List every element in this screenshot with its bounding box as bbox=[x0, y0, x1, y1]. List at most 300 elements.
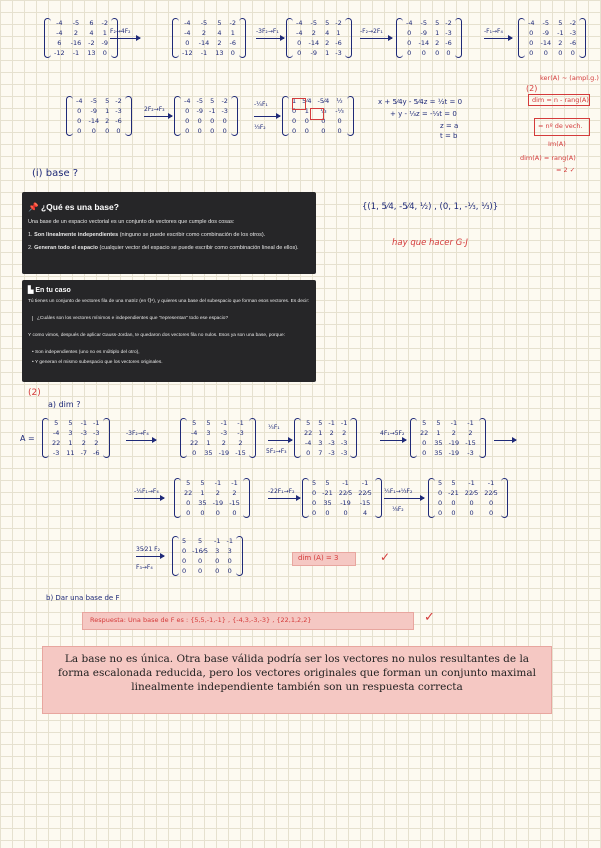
matrix-cell: -1 bbox=[328, 419, 335, 427]
matrix-row bbox=[309, 478, 375, 488]
matrix-cell: ½ bbox=[336, 97, 343, 105]
matrix-table bbox=[179, 18, 239, 58]
matrix-n4 bbox=[410, 418, 486, 458]
matrix-row bbox=[525, 28, 579, 38]
bracket-left bbox=[428, 478, 435, 518]
matrix-cell: 2 bbox=[215, 489, 220, 497]
matrix-cell: -1 bbox=[342, 479, 349, 487]
matrix-cell: 0 bbox=[215, 509, 220, 517]
matrix-m4 bbox=[396, 18, 462, 58]
matrix-cell: 22 bbox=[184, 489, 193, 497]
matrix-cell: 5 bbox=[306, 419, 311, 427]
matrix-row bbox=[187, 438, 249, 448]
matrix-cell: 0 bbox=[91, 127, 96, 135]
matrix-row bbox=[51, 48, 111, 58]
matrix-cell: 0 bbox=[407, 39, 412, 47]
matrix-cell: 0 bbox=[186, 509, 191, 517]
arrow bbox=[380, 440, 406, 441]
arrow bbox=[144, 116, 172, 117]
matrix-cell: -5 bbox=[200, 19, 208, 27]
matrix-cell: -19 bbox=[448, 449, 460, 457]
matrix-cell: -1 bbox=[468, 479, 475, 487]
matrix-cell: 13 bbox=[87, 49, 96, 57]
matrix-cell: -1 bbox=[93, 419, 100, 427]
arrow bbox=[136, 556, 164, 557]
matrix-cell: -9 bbox=[196, 107, 203, 115]
matrix-row bbox=[181, 106, 231, 116]
matrix-row bbox=[179, 38, 239, 48]
bracket-left bbox=[44, 18, 51, 58]
matrix-cell: 1 bbox=[436, 429, 441, 437]
matrix-cell: -3 bbox=[80, 429, 88, 437]
arrow bbox=[134, 498, 164, 499]
matrix-cell: -15 bbox=[359, 499, 371, 507]
row-op: ⅓F₂ bbox=[254, 124, 266, 131]
bracket-right bbox=[579, 18, 586, 58]
matrix-cell: -2 bbox=[101, 19, 109, 27]
matrix-cell: -21 bbox=[322, 489, 333, 497]
card-quote: ¿Cuáles son los vectores mínimos e independientes que "representan" todo ese espacio? bbox=[32, 316, 307, 321]
matrix-cell: -19 bbox=[448, 439, 460, 447]
card-bullet: • Y generan el mismo subespacio que los vectores originales. bbox=[32, 360, 163, 365]
matrix-row bbox=[435, 508, 501, 518]
matrix-cell: 35 bbox=[198, 499, 207, 507]
matrix-cell: -19 bbox=[340, 499, 351, 507]
bracket-left bbox=[180, 418, 187, 458]
matrix-row bbox=[525, 18, 579, 28]
matrix-cell: 1 bbox=[102, 29, 107, 37]
card-item-2: 2. Generan todo el espacio (cualquier vector del espacio se puede escribir como combinación lineal de ellos). bbox=[28, 245, 299, 251]
matrix-cell: 5 bbox=[186, 479, 191, 487]
matrix-row bbox=[187, 428, 249, 438]
matrix-cell: 0 bbox=[312, 509, 317, 517]
matrix-cell: 0 bbox=[222, 127, 227, 135]
matrix-cell: -3 bbox=[445, 29, 452, 37]
matrix-row bbox=[301, 438, 350, 448]
equation-line: z = a bbox=[440, 122, 459, 130]
pin-icon: 📌 bbox=[28, 202, 39, 212]
matrix-table bbox=[179, 536, 236, 576]
row-op: -F₁→F₄ bbox=[484, 28, 503, 35]
matrix-n2 bbox=[180, 418, 256, 458]
arrow bbox=[384, 498, 424, 499]
matrix-cell: -6 bbox=[569, 39, 577, 47]
matrix-cell: 35 bbox=[204, 449, 213, 457]
row-op: ⅕F₁ bbox=[268, 424, 280, 431]
row-op: 35⁄21 F₂ bbox=[136, 546, 161, 553]
matrix-cell: 5 bbox=[318, 419, 323, 427]
matrix-cell: 0 bbox=[186, 499, 191, 507]
matrix-cell: 7 bbox=[318, 449, 323, 457]
matrix-cell: 0 bbox=[182, 567, 187, 575]
matrix-cell: -1 bbox=[226, 537, 233, 545]
matrix-m2 bbox=[172, 18, 246, 58]
bracket-left bbox=[42, 418, 49, 458]
matrix-cell: 0 bbox=[321, 127, 326, 135]
side-note: dim = n - rang(A) bbox=[532, 96, 589, 104]
matrix-cell: 0 bbox=[215, 567, 220, 575]
matrix-row bbox=[309, 488, 375, 498]
matrix-cell: 22 bbox=[190, 439, 199, 447]
bracket-left bbox=[174, 478, 181, 518]
matrix-cell: -1 bbox=[200, 49, 208, 57]
bracket-right bbox=[501, 478, 508, 518]
matrix-cell: 0 bbox=[304, 117, 309, 125]
matrix-cell: 2 bbox=[435, 39, 440, 47]
matrix-m7 bbox=[174, 96, 238, 136]
question-label: (i) base ? bbox=[32, 168, 79, 179]
matrix-row bbox=[73, 106, 125, 116]
matrix-label: A = bbox=[20, 434, 35, 443]
matrix-row bbox=[525, 38, 579, 48]
matrix-cell: -6 bbox=[93, 449, 100, 457]
matrix-cell: 0 bbox=[182, 547, 187, 555]
matrix-cell: 0 bbox=[200, 509, 205, 517]
matrix-cell: -3 bbox=[93, 429, 100, 437]
matrix-cell: -1 bbox=[231, 479, 238, 487]
row-op: 4F₁→5F₂ bbox=[380, 430, 405, 437]
matrix-cell: 0 bbox=[469, 499, 474, 507]
matrix-cell: -1 bbox=[340, 419, 348, 427]
matrix-m5 bbox=[518, 18, 586, 58]
matrix-cell: 5 bbox=[325, 479, 330, 487]
matrix-n3 bbox=[294, 418, 357, 458]
matrix-cell: 4 bbox=[89, 29, 94, 37]
matrix-cell: 6 bbox=[57, 39, 62, 47]
equation-line: x + 5⁄4y - 5⁄4z = ½t = 0 bbox=[378, 98, 463, 106]
matrix-cell: 5 bbox=[435, 19, 440, 27]
matrix-cell: 0 bbox=[438, 489, 443, 497]
bracket-right bbox=[249, 418, 256, 458]
matrix-row bbox=[181, 96, 231, 106]
matrix-cell: -2 bbox=[221, 97, 228, 105]
matrix-cell: -2 bbox=[569, 19, 577, 27]
matrix-cell: 0 bbox=[343, 509, 348, 517]
matrix-row bbox=[293, 18, 345, 28]
matrix-cell: -6 bbox=[445, 39, 452, 47]
matrix-cell: 22 bbox=[52, 439, 61, 447]
matrix-cell: 0 bbox=[192, 449, 197, 457]
equation-line: + y - ⅓z = -⅓t = 0 bbox=[390, 110, 457, 118]
arrow bbox=[360, 38, 392, 39]
matrix-cell: 5 bbox=[325, 19, 330, 27]
bracket-left bbox=[410, 418, 417, 458]
matrix-cell: 22⁄5 bbox=[358, 489, 372, 497]
matrix-cell: 0 bbox=[77, 127, 82, 135]
matrix-cell: -15 bbox=[229, 499, 240, 507]
matrix-row bbox=[403, 48, 455, 58]
matrix-cell: -9 bbox=[542, 29, 550, 37]
matrix-cell: 0 bbox=[421, 49, 426, 57]
matrix-cell: -4 bbox=[406, 19, 413, 27]
matrix-cell: 2 bbox=[325, 39, 330, 47]
row-op: F₂→4F₂ bbox=[110, 28, 131, 35]
dim-answer: dim (A) = 3 bbox=[298, 554, 339, 562]
matrix-cell: -3 bbox=[328, 439, 335, 447]
matrix-row bbox=[403, 28, 455, 38]
matrix-cell: -12 bbox=[182, 49, 193, 57]
matrix-row bbox=[435, 488, 501, 498]
matrix-row bbox=[187, 418, 249, 428]
matrix-cell: 1 bbox=[292, 97, 297, 105]
matrix-cell: 2 bbox=[81, 439, 86, 447]
matrix-cell: 22 bbox=[420, 429, 429, 437]
bracket-right bbox=[236, 536, 243, 576]
matrix-cell: 2 bbox=[451, 429, 456, 437]
matrix-cell: 4 bbox=[362, 509, 368, 517]
bracket-right bbox=[479, 418, 486, 458]
matrix-cell: 0 bbox=[469, 509, 474, 517]
card-bullet: • Son independientes (uno no es múltiplo del otro), bbox=[32, 350, 140, 355]
matrix-table bbox=[435, 478, 501, 518]
matrix-cell: 3 bbox=[206, 429, 211, 437]
explanation-card-caso bbox=[22, 280, 316, 382]
bracket-left bbox=[286, 18, 293, 58]
matrix-cell: 5 bbox=[210, 97, 215, 105]
matrix-cell: 0 bbox=[215, 557, 220, 565]
matrix-cell: 5 bbox=[436, 419, 441, 427]
matrix-cell: 5 bbox=[200, 479, 205, 487]
bracket-left bbox=[172, 18, 179, 58]
matrix-n1 bbox=[42, 418, 110, 458]
matrix-table bbox=[293, 18, 345, 58]
matrix-cell: 2 bbox=[468, 429, 473, 437]
matrix-row bbox=[301, 428, 350, 438]
matrix-row bbox=[289, 126, 347, 136]
matrix-cell: 0 bbox=[529, 29, 534, 37]
matrix-row bbox=[403, 18, 455, 28]
matrix-cell: 35 bbox=[434, 449, 443, 457]
matrix-cell: -9 bbox=[420, 29, 428, 37]
arrow bbox=[126, 440, 156, 441]
bracket-left bbox=[302, 478, 309, 518]
matrix-cell: 0 bbox=[197, 567, 203, 575]
matrix-cell: 1 bbox=[435, 29, 440, 37]
matrix-cell: -19 bbox=[212, 499, 224, 507]
pivot-box bbox=[310, 108, 324, 120]
matrix-cell: 5 bbox=[206, 419, 211, 427]
matrix-row bbox=[73, 126, 125, 136]
section-number: (2) bbox=[28, 388, 41, 398]
matrix-cell: -1 bbox=[213, 537, 221, 545]
bracket-left bbox=[172, 536, 179, 576]
matrix-cell: 0 bbox=[446, 49, 451, 57]
matrix-cell: -1 bbox=[557, 29, 564, 37]
matrix-cell: -2 bbox=[335, 19, 342, 27]
matrix-cell: -21 bbox=[448, 489, 459, 497]
matrix-cell: 5 bbox=[422, 419, 427, 427]
matrix-cell: -4 bbox=[184, 97, 191, 105]
matrix-cell: -6 bbox=[115, 117, 122, 125]
matrix-n7 bbox=[428, 478, 508, 518]
matrix-table bbox=[417, 418, 479, 458]
matrix-cell: 5 bbox=[197, 537, 203, 545]
matrix-cell: 0 bbox=[182, 557, 187, 565]
matrix-cell: 0 bbox=[297, 49, 302, 57]
matrix-cell: 1 bbox=[105, 107, 110, 115]
matrix-cell: -1 bbox=[208, 107, 216, 115]
check-mark: ✓ bbox=[380, 550, 391, 564]
matrix-cell: 2 bbox=[217, 39, 222, 47]
matrix-row bbox=[435, 498, 501, 508]
row-op: 5F₂→F₃ bbox=[266, 448, 287, 455]
matrix-row bbox=[179, 536, 236, 546]
matrix-cell: -1 bbox=[450, 419, 458, 427]
matrix-cell: -4 bbox=[528, 19, 535, 27]
matrix-cell: 0 bbox=[210, 117, 215, 125]
matrix-cell: -3 bbox=[335, 49, 342, 57]
matrix-row bbox=[187, 448, 249, 458]
matrix-table bbox=[301, 418, 350, 458]
matrix-table bbox=[73, 96, 125, 136]
matrix-cell: 1 bbox=[336, 29, 341, 37]
matrix-cell: 2 bbox=[201, 29, 206, 37]
matrix-cell: 5 bbox=[217, 19, 222, 27]
matrix-row bbox=[51, 18, 111, 28]
arrow bbox=[494, 440, 516, 441]
matrix-cell: 0 bbox=[529, 49, 534, 57]
matrix-cell: 3 bbox=[68, 429, 73, 437]
bracket-right bbox=[350, 418, 357, 458]
matrix-m6 bbox=[66, 96, 132, 136]
matrix-cell: 3 bbox=[318, 439, 323, 447]
bracket-right bbox=[347, 96, 354, 136]
side-note: dim(A) = rang(A) bbox=[520, 154, 576, 162]
matrix-cell: 2 bbox=[311, 29, 316, 37]
side-note: Im(A) bbox=[548, 140, 566, 148]
matrix-cell: 0 bbox=[77, 117, 82, 125]
bracket-right bbox=[345, 18, 352, 58]
matrix-table bbox=[181, 478, 243, 518]
matrix-cell: 1 bbox=[304, 107, 309, 115]
matrix-cell: 0 bbox=[312, 499, 317, 507]
matrix-cell: 1 bbox=[318, 429, 323, 437]
matrix-cell: 2 bbox=[73, 29, 78, 37]
card-paragraph: Tú tienes un conjunto de vectores fila de una matriz (en ℚ⁴), y quieres una base del subespacio que forman esos vectores. Es decir: bbox=[28, 299, 310, 304]
matrix-cell: -14 bbox=[308, 39, 320, 47]
matrix-cell: -1 bbox=[487, 479, 495, 487]
matrix-cell: 0 bbox=[451, 499, 456, 507]
matrix-cell: 0 bbox=[337, 127, 342, 135]
matrix-row bbox=[49, 448, 103, 458]
matrix-cell: 0 bbox=[77, 107, 82, 115]
row-op: 2F₂→F₃ bbox=[144, 106, 165, 113]
side-note: = 2 ✓ bbox=[556, 166, 576, 174]
matrix-cell: -5 bbox=[542, 19, 550, 27]
matrix-cell: -1 bbox=[214, 479, 222, 487]
matrix-cell: -4 bbox=[56, 19, 63, 27]
matrix-cell: 0 bbox=[558, 49, 563, 57]
bracket-right bbox=[125, 96, 132, 136]
note-text: La base no es única. Otra base válida podría ser los vectores no nulos resultantes de la forma escalonada reducida, pero los vectores originales que forman un conjunto maximal linealmente independiente también son un respuesta correcta bbox=[58, 653, 536, 693]
matrix-cell: -14 bbox=[88, 117, 100, 125]
matrix-cell: 1 bbox=[230, 29, 235, 37]
matrix-cell: 2 bbox=[558, 39, 563, 47]
matrix-cell: -1 bbox=[72, 49, 80, 57]
matrix-cell: 0 bbox=[488, 499, 494, 507]
row-op: -3F₂→F₄ bbox=[126, 430, 149, 437]
matrix-row bbox=[417, 438, 479, 448]
matrix-cell: -6 bbox=[335, 39, 342, 47]
arrow bbox=[268, 498, 300, 499]
matrix-row bbox=[51, 28, 111, 38]
matrix-cell: -3 bbox=[220, 429, 228, 437]
matrix-cell: ⅓ bbox=[320, 107, 327, 115]
matrix-table bbox=[187, 418, 249, 458]
bracket-left bbox=[66, 96, 73, 136]
matrix-cell: 0 bbox=[230, 49, 235, 57]
annotation: hay que hacer G-J bbox=[392, 238, 468, 248]
matrix-cell: 5⁄4 bbox=[302, 97, 312, 105]
doc-icon: ▙ bbox=[28, 287, 34, 294]
matrix-cell: 0 bbox=[197, 557, 203, 565]
note-box bbox=[42, 646, 552, 714]
matrix-cell: -7 bbox=[80, 449, 88, 457]
matrix-cell: 22⁄5 bbox=[338, 489, 353, 497]
card-paragraph: Y como vimos, después de aplicar Gauss-Jordan, te quedaron dos vectores fila no nulos. Esos ya son una base, porque: bbox=[28, 333, 285, 338]
bracket-left bbox=[294, 418, 301, 458]
explanation-card-base bbox=[22, 192, 316, 274]
matrix-cell: -3 bbox=[237, 429, 244, 437]
matrix-cell: -3 bbox=[569, 29, 577, 37]
matrix-cell: 35 bbox=[323, 499, 332, 507]
matrix-cell: 0 bbox=[529, 39, 534, 47]
matrix-cell: -3 bbox=[340, 439, 348, 447]
matrix-row bbox=[179, 18, 239, 28]
bracket-left bbox=[174, 96, 181, 136]
matrix-cell: -4 bbox=[296, 29, 303, 37]
matrix-cell: -9 bbox=[101, 39, 109, 47]
matrix-cell: -5 bbox=[196, 97, 203, 105]
matrix-row bbox=[417, 418, 479, 428]
matrix-cell: -16 bbox=[70, 39, 82, 47]
matrix-cell: -2 bbox=[115, 97, 122, 105]
matrix-cell: -5⁄4 bbox=[317, 97, 330, 105]
matrix-cell: -1 bbox=[220, 419, 228, 427]
matrix-row bbox=[293, 38, 345, 48]
matrix-cell: 0 bbox=[422, 449, 427, 457]
matrix-cell: -9 bbox=[90, 107, 98, 115]
card-title: ¿Qué es una base? bbox=[40, 202, 119, 212]
arrow bbox=[110, 38, 140, 39]
matrix-cell: -3 bbox=[52, 449, 60, 457]
matrix-cell: -19 bbox=[218, 449, 230, 457]
bracket-right bbox=[231, 96, 238, 136]
matrix-table bbox=[309, 478, 375, 518]
matrix-cell: 3 bbox=[227, 547, 232, 555]
matrix-cell: 0 bbox=[488, 509, 494, 517]
matrix-cell: -2 bbox=[229, 19, 237, 27]
matrix-cell: 0 bbox=[325, 509, 330, 517]
matrix-cell: 0 bbox=[292, 107, 297, 115]
matrix-cell: -4 bbox=[296, 19, 303, 27]
matrix-cell: 0 bbox=[185, 117, 190, 125]
matrix-cell: -14 bbox=[540, 39, 552, 47]
matrix-table bbox=[51, 18, 111, 58]
matrix-cell: -4 bbox=[76, 97, 83, 105]
matrix-cell: -4 bbox=[190, 429, 198, 437]
matrix-cell: 1 bbox=[68, 439, 73, 447]
matrix-cell: -5 bbox=[420, 19, 428, 27]
matrix-table bbox=[403, 18, 455, 58]
matrix-cell: 0 bbox=[438, 509, 443, 517]
bracket-left bbox=[282, 96, 289, 136]
matrix-cell: -14 bbox=[198, 39, 210, 47]
matrix-cell: 22⁄5 bbox=[484, 489, 498, 497]
matrix-row bbox=[525, 48, 579, 58]
matrix-cell: 0 bbox=[435, 49, 440, 57]
matrix-cell: -4 bbox=[56, 29, 63, 37]
